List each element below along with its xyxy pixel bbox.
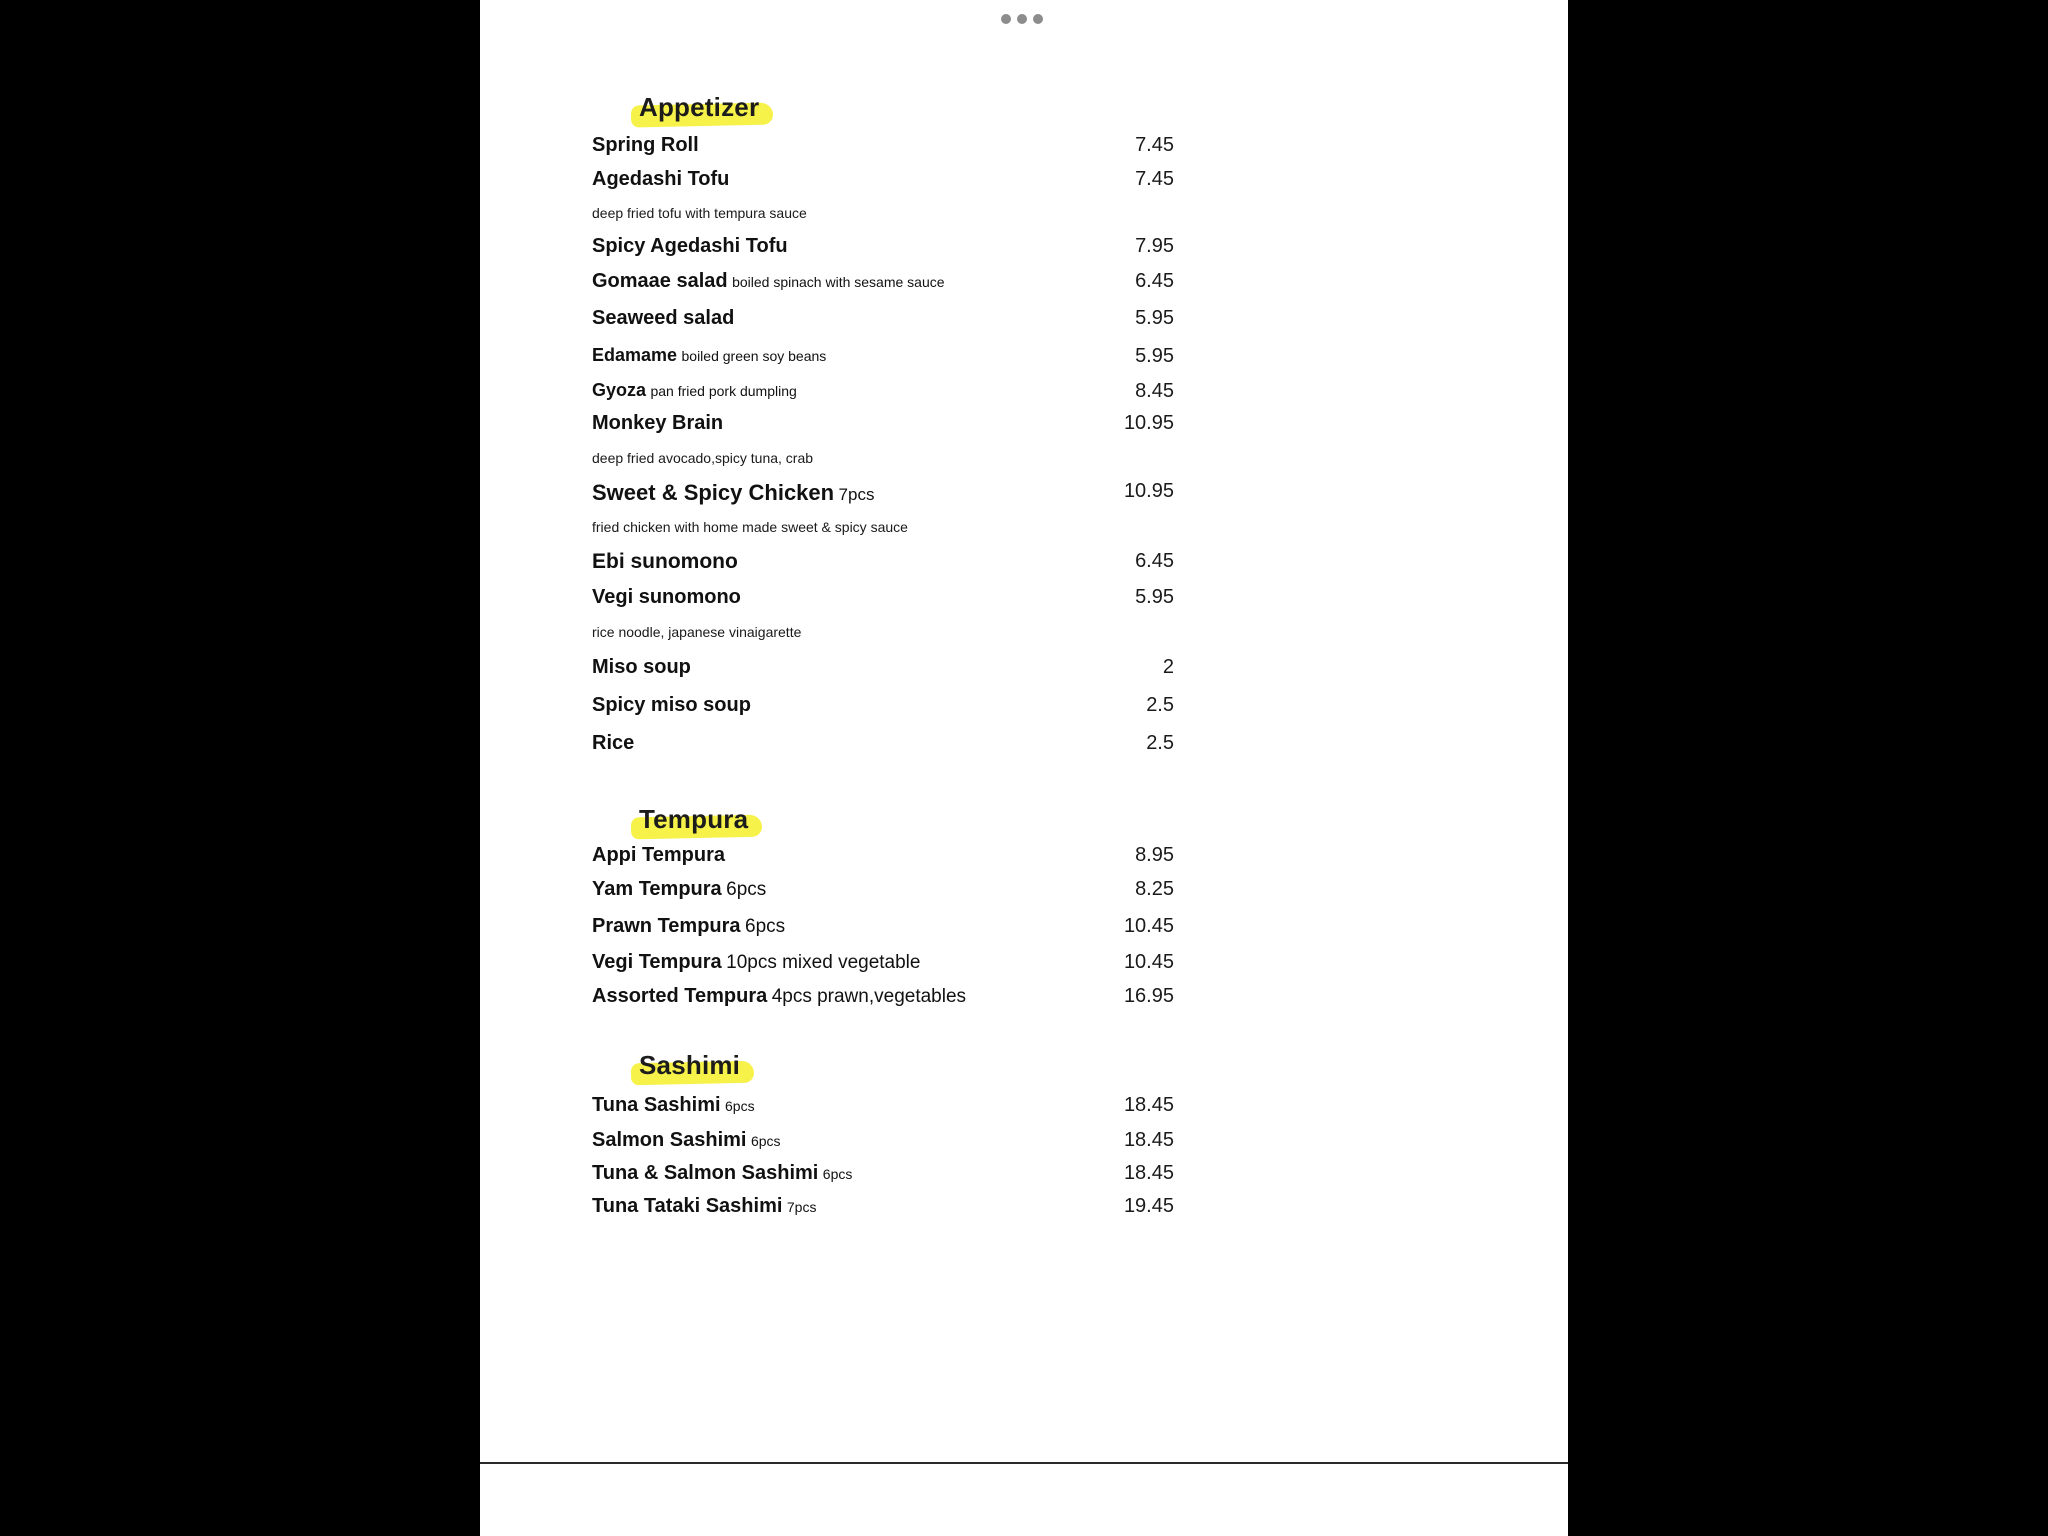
menu-item [592,844,1192,867]
item-note: boiled spinach with sesame sauce [732,274,945,290]
item-name: Gomaae salad [592,270,728,292]
item-price: 16.95 [1123,985,1174,1007]
item-note: 7pcs [838,485,875,504]
item-name: Tuna Tataki Sashimi [592,1195,783,1217]
menu-item [592,345,1192,366]
item-price: 18.45 [1123,1094,1174,1116]
item-note: pan fried pork dumpling [650,383,797,399]
section-heading-sashimi: Sashimi [637,1050,754,1081]
item-price: 6.45 [1135,270,1174,292]
section-heading-appetizer: Appetizer [637,92,773,123]
item-note: 6pcs [822,1166,853,1182]
item-note: 6pcs [726,879,767,900]
item-name: Vegi sunomono [592,586,741,608]
item-price: 7.45 [1135,134,1174,156]
menu-item [592,951,1192,974]
item-price: 10.95 [1123,480,1174,502]
item-price: 10.45 [1123,951,1174,973]
item-note: 4pcs prawn,vegetables [771,986,967,1007]
item-price: 7.45 [1135,168,1174,190]
item-price: 18.45 [1123,1129,1174,1151]
item-price: 10.95 [1123,412,1174,434]
item-price: 19.45 [1123,1195,1174,1217]
menu-item [592,380,1192,401]
menu-item [592,412,1192,435]
page-edge-divider [480,1462,1568,1464]
item-name: Sweet & Spicy Chicken [592,480,835,505]
item-description: deep fried avocado,spicy tuna, crab [592,450,814,466]
item-name: Gyoza [592,380,647,400]
section-heading-tempura: Tempura [637,804,762,835]
item-name: Tuna & Salmon Sashimi [592,1162,819,1184]
item-name: Agedashi Tofu [592,168,730,190]
item-price: 8.95 [1135,844,1174,866]
menu-item [592,168,1192,191]
item-note: 6pcs [745,916,786,937]
item-note: 6pcs [750,1133,781,1149]
menu-item [592,1195,1192,1218]
item-price: 2 [1162,656,1174,678]
menu-item [592,235,1192,258]
item-name: Vegi Tempura [592,951,722,973]
menu-page [480,0,1568,1536]
item-name: Spring Roll [592,134,699,156]
item-name: Salmon Sashimi [592,1129,747,1151]
item-name: Spicy Agedashi Tofu [592,235,788,257]
item-note: 7pcs [786,1199,817,1215]
item-name: Rice [592,732,635,754]
item-name: Ebi sunomono [592,550,738,573]
item-name: Monkey Brain [592,412,724,434]
item-description: rice noodle, japanese vinaigarette [592,624,802,640]
menu-item [592,732,1192,755]
item-name: Yam Tempura [592,878,722,900]
item-price: 5.95 [1135,307,1174,329]
item-price: 8.25 [1135,878,1174,900]
item-price: 2.5 [1146,694,1174,716]
item-price: 6.45 [1135,550,1174,572]
item-name: Tuna Sashimi [592,1094,721,1116]
menu-item [592,550,1192,574]
item-name: Seaweed salad [592,307,735,329]
menu-item [592,1129,1192,1152]
item-price: 8.45 [1135,380,1174,402]
menu-item [592,656,1192,679]
menu-item [592,586,1192,609]
menu-item [592,1162,1192,1185]
menu-item [592,1094,1192,1117]
item-price: 5.95 [1135,586,1174,608]
item-name: Spicy miso soup [592,694,751,716]
item-price: 2.5 [1146,732,1174,754]
item-price: 18.45 [1123,1162,1174,1184]
item-name: Prawn Tempura [592,915,741,937]
item-description: fried chicken with home made sweet & spicy sauce [592,519,908,535]
menu-item [592,694,1192,717]
menu-item [592,307,1192,330]
menu-item [592,134,1192,157]
menu-item [592,915,1192,938]
menu-item [592,985,1192,1008]
item-price: 5.95 [1135,345,1174,367]
item-price: 7.95 [1135,235,1174,257]
menu-content [592,0,1192,1300]
item-note: boiled green soy beans [681,348,827,364]
item-name: Edamame [592,345,678,365]
item-name: Assorted Tempura [592,985,768,1007]
item-name: Appi Tempura [592,844,725,866]
menu-item [592,270,1192,293]
item-name: Miso soup [592,656,691,678]
menu-item [592,878,1192,901]
item-note: 10pcs mixed vegetable [726,952,921,973]
item-price: 10.45 [1123,915,1174,937]
item-description: deep fried tofu with tempura sauce [592,205,807,221]
item-note: 6pcs [725,1098,755,1114]
menu-item [592,480,1192,506]
